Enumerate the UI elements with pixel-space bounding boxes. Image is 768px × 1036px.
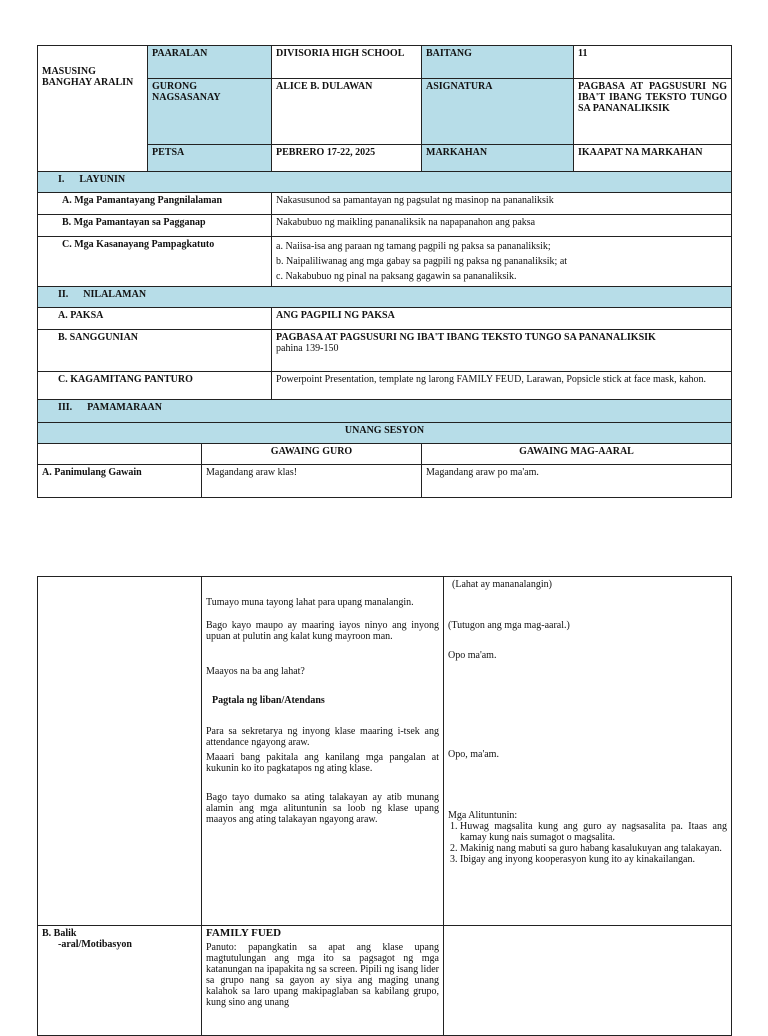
panimulang-mag-aaral-continued [444,577,732,926]
pamantayang-pangnilalaman-value: Nakasusunod sa pamantayan ng pagsulat ng masinop na pananaliksik [272,193,732,215]
sanggunian-label: B. SANGGUNIAN [38,330,272,372]
guro-text: Tumayo muna tayong lahat para upang manalangin. [206,597,414,608]
paksa-label: A. PAKSA [38,308,272,330]
pamantayang-pangnilalaman-label: A. Mga Pamantayang Pangnilalaman [38,193,272,215]
asignatura-value: PAGBASA AT PAGSUSURI NG IBA'T IBANG TEKSTO TUNGO SA PANANALIKSIK [574,79,732,145]
panimulang-gawain-label: A. Panimulang Gawain [38,465,202,498]
asignatura-label: ASIGNATURA [422,79,574,145]
family-feud-instructions: Panuto: papangkatin sa apat ang klase upang magtutulungan ang mga ito sa pagsagot ng mga katanungan na ipapakita ng sa screen. Pipili ng isang lider sa grupo nang sa gayon ay siya ang maging unang kalahok sa laro upang makipaglaban sa kabilang grupo, kung sino ang unang [206,942,439,1008]
pamantayan-pagganap-value: Nakabubuo ng maikling pananaliksik na napapanahon ang paksa [272,215,732,237]
gawaing-mag-aaral-heading: GAWAING MAG-AARAL [422,444,732,465]
atendans-heading: Pagtala ng liban/Atendans [212,695,325,706]
baitang-value: 11 [574,46,732,79]
balik-aral-label: B. Balik [42,928,77,939]
layunin-heading: I. LAYUNIN [38,172,732,193]
header-title: MASUSING BANGHAY ARALIN [38,46,148,172]
mag-aaral-text: (Lahat ay mananalangin) [452,579,552,590]
mag-aaral-text: Opo ma'am. [448,650,497,661]
motibasyon-label: -aral/Motibasyon [58,939,132,950]
alituntunin-item: 1. Huwag magsalita kung ang guro ay nagsasalita pa. Itaas ang kamay kung nais sumagot o magsalita. [460,821,727,843]
family-feud-title: FAMILY FUED [206,927,282,939]
guro-value: ALICE B. DULAWAN [272,79,422,145]
kasanayan-item: a. Naiisa-isa ang paraan ng tamang pagpili ng paksa sa pananaliksik; [276,241,551,252]
kagamitan-value: Powerpoint Presentation, template ng larong FAMILY FEUD, Larawan, Popsicle stick at face mask, kahon. [272,372,732,400]
sanggunian-value: PAGBASA AT PAGSUSURI NG IBA'T IBANG TEKSTO TUNGO SA PANANALIKSIK [276,332,656,343]
balik-aral-label-cell [38,926,202,1036]
session-heading: UNANG SESYON [38,423,732,444]
pamantayan-pagganap-label: B. Mga Pamantayan sa Pagganap [38,215,272,237]
nilalaman-heading: II. NILALAMAN [38,287,732,308]
paaralan-value: DIVISORIA HIGH SCHOOL [272,46,422,79]
sanggunian-page: pahina 139-150 [276,343,339,354]
petsa-label: PETSA [148,145,272,172]
markahan-value: IKAAPAT NA MARKAHAN [574,145,732,172]
lesson-plan-table-page2 [37,576,732,1036]
kasanayan-item: c. Nakabubuo ng pinal na paksang gagawin sa pananaliksik. [276,271,517,282]
paaralan-label: PAARALAN [148,46,272,79]
mag-aaral-text: Opo, ma'am. [448,749,499,760]
guro-text: Bago kayo maupo ay maaring iayos ninyo ang inyong upuan at pulutin ang kalat kung mayroon man. [206,620,439,642]
guro-text: Para sa sekretarya ng inyong klase maaring i-tsek ang attendance ngayong araw. [206,726,439,748]
paksa-value: ANG PAGPILI NG PAKSA [272,308,732,330]
alituntunin-item: 3. Ibigay ang inyong kooperasyon kung ito ay kinakailangan. [460,854,727,865]
baitang-label: BAITANG [422,46,574,79]
alituntunin-heading: Mga Alituntunin: [448,810,518,821]
guro-text: Bago tayo dumako sa ating talakayan ay atib munang alamin ang mga alituntunin sa loob ng klase upang maayos ang ating talakayan ngayong araw. [206,792,439,825]
lesson-plan-table-page1 [37,45,732,498]
kasanayan-item: b. Naipaliliwanag ang mga gabay sa pagpili ng paksa ng pananaliksik; at [276,256,568,267]
guro-label: GURONG NAGSASANAY [148,79,272,145]
guro-text: Maayos na ba ang lahat? [206,666,305,677]
alituntunin-list [448,821,727,865]
kagamitan-label: C. KAGAMITANG PANTURO [38,372,272,400]
pamamaraan-heading: III. PAMAMARAAN [38,400,732,423]
panimulang-guro-continued [202,577,444,926]
panimulang-mag-aaral-text: Magandang araw po ma'am. [422,465,732,498]
petsa-value: PEBRERO 17-22, 2025 [272,145,422,172]
family-feud-cell [202,926,444,1036]
panimulang-guro-text: Magandang araw klas! [202,465,422,498]
kasanayang-pampagkatuto-list [272,237,732,287]
mag-aaral-text: (Tutugon ang mga mag-aaral.) [448,620,570,631]
alituntunin-item: 2. Makinig nang mabuti sa guro habang kasalukuyan ang talakayan. [460,843,727,854]
sanggunian-cell [272,330,732,372]
guro-text: Maaari bang pakitala ang kanilang mga pangalan at kukunin ko ito pagkatapos ng ating klase. [206,752,439,774]
kasanayang-pampagkatuto-label: C. Mga Kasanayang Pampagkatuto [38,237,272,287]
gawaing-guro-heading: GAWAING GURO [202,444,422,465]
markahan-label: MARKAHAN [422,145,574,172]
